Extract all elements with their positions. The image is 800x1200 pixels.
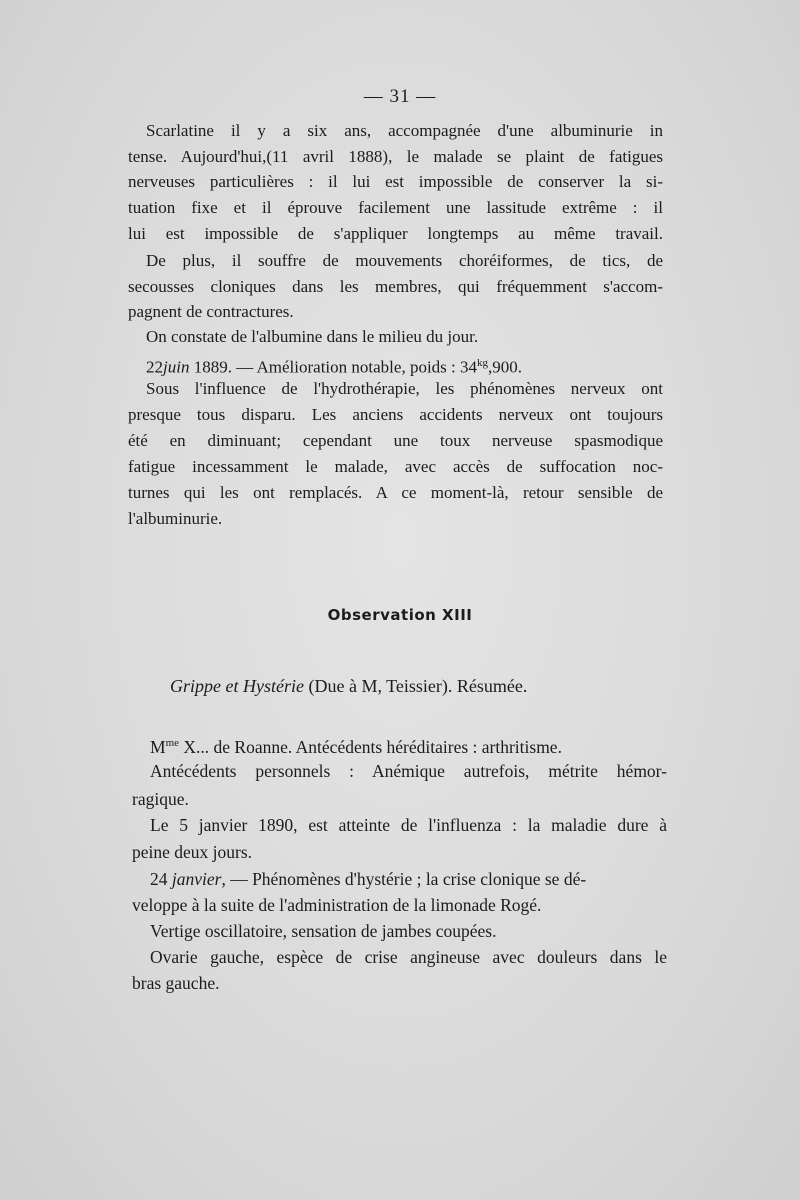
text-line: peine deux jours.	[132, 842, 253, 862]
weight-value: ,900.	[488, 357, 523, 377]
patient-line	[150, 732, 562, 758]
page-number: — 31 —	[363, 86, 437, 107]
text-line: nerveuses particulières : il lui est impossible de conserver la si-	[128, 172, 663, 191]
text-line: l'albuminurie.	[128, 509, 223, 528]
text-line: Antécédents personnels : Anémique autrefois, métrite hémor-	[150, 761, 667, 781]
subtitle-rest: (Due à M, Teissier). Résumée.	[303, 676, 528, 696]
patient-title-sup: me	[165, 737, 180, 749]
date2-day: 24	[150, 869, 168, 889]
text-line: tense. Aujourd'hui,(11 avril 1888), le malade se plaint de fatigues	[128, 147, 663, 166]
text-line: été en diminuant; cependant une toux nerveuse spasmodique	[128, 431, 663, 450]
text-line: pagnent de contractures.	[128, 302, 294, 321]
date2-month: janvier	[171, 869, 222, 889]
weight-unit: kg	[477, 357, 489, 369]
text-line: secousses cloniques dans les membres, qui fréquemment s'accom-	[128, 277, 663, 296]
text-line: fatigue incessamment le malade, avec accès de suffocation noc-	[128, 457, 663, 476]
text-line: tuation fixe et il éprouve facilement une lassitude extrême : il	[128, 198, 663, 217]
text-line: Le 5 janvier 1890, est atteinte de l'influenza : la maladie dure à	[150, 815, 667, 835]
date-line-2	[150, 868, 586, 890]
observation-subtitle	[170, 676, 527, 697]
text-line: ragique.	[132, 789, 189, 809]
text-line: Vertige oscillatoire, sensation de jambes coupées.	[150, 921, 497, 941]
text-line: lui est impossible de s'appliquer longtemps au même travail.	[128, 224, 663, 243]
text-line: On constate de l'albumine dans le milieu du jour.	[146, 327, 479, 346]
text-line: presque tous disparu. Les anciens accidents nerveux ont toujours	[128, 405, 663, 424]
text-line: veloppe à la suite de l'administration de la limonade Rogé.	[132, 895, 542, 915]
text-line: bras gauche.	[132, 973, 220, 993]
date-month: juin	[163, 357, 190, 377]
date-rest: 1889. — Amélioration notable, poids : 34	[189, 357, 478, 377]
date2-rest: , — Phénomènes d'hystérie ; la crise clonique se dé-	[221, 869, 587, 889]
observation-title: Observation XIII	[327, 606, 473, 624]
text-line: Scarlatine il y a six ans, accompagnée d'une albuminurie in	[146, 121, 663, 140]
date-day: 22	[146, 357, 163, 377]
patient-prefix: M	[150, 736, 166, 757]
date-line	[146, 352, 522, 379]
patient-rest: X... de Roanne. Antécédents héréditaires : arthritisme.	[179, 736, 562, 757]
text-line: turnes qui les ont remplacés. A ce moment-là, retour sensible de	[128, 483, 663, 502]
text-line: Sous l'influence de l'hydrothérapie, les phénomènes nerveux ont	[146, 379, 663, 398]
subtitle-italic: Grippe et Hystérie	[170, 676, 304, 696]
text-line: De plus, il souffre de mouvements choréiformes, de tics, de	[146, 251, 663, 270]
text-line: Ovarie gauche, espèce de crise angineuse avec douleurs dans le	[150, 947, 667, 967]
